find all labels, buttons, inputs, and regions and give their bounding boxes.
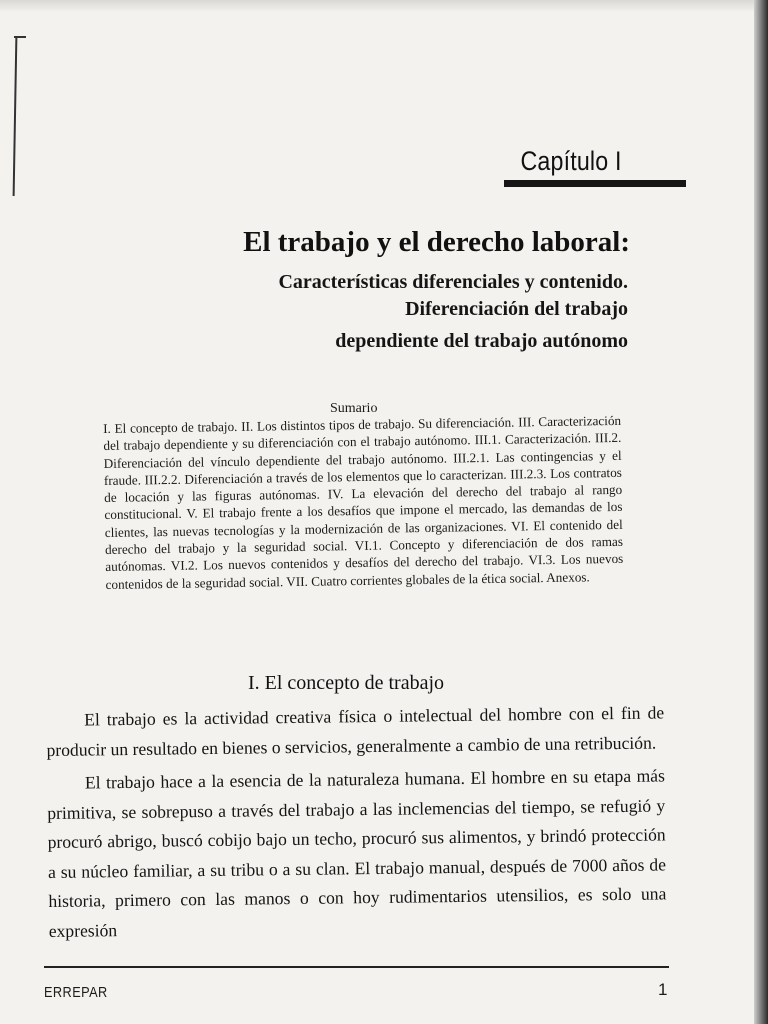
chapter-subtitle-line-3: dependiente del trabajo autónomo (335, 330, 628, 352)
footer-publisher: ERREPAR (44, 984, 108, 1001)
body-paragraph-2: El trabajo hace a la esencia de la naturaleza humana. El hombre en su etapa más primitiva, se sobrepuso a través del trabajo a las inclemencias del tiempo, se refugió y procuró abrigo, buscó cobijo bajo un techo, procuró sus alimentos, y brindó protección a su núcleo familiar, a su tribu o a su clan. El trabajo manual, después de 7000 años de historia, primero con las manos o con hoy rudimentarios utensilios, es solo una expresión (47, 765, 667, 941)
summary-text: I. El concepto de trabajo. II. Los distintos tipos de trabajo. Su diferenciación. III. Caracterización del trabajo dependiente y su diferenciación con el trabajo autónomo. III.1. Caracterización. III.2. Diferenciación del vínculo dependiente del trabajo autónomo. III.2.1. Las contingencias y el fraude. III.2.2. Diferenciación a través de los elementos que lo caracterizan. III.2.3. Los contratos de locación y las figuras autónomas. IV. La elevación del derecho del trabajo al rango constitucional. V. El trabajo frente a los desafíos que impone el mercado, las demandas de los clientes, las nuevas tecnologías y la modernización de las organizaciones. VI. El contenido del derecho del trabajo y la seguridad social. VI.1. Concepto y diferenciación de dos ramas autónomas. VI.2. Los nuevos contenidos y desafíos del derecho del trabajo. VI.3. Los nuevos contenidos de la seguridad social. VII. Cuatro corrientes globales de la ética social. Anexos. (103, 412, 624, 592)
summary-heading: Sumario (330, 401, 378, 416)
chapter-title: El trabajo y el derecho laboral: (243, 226, 630, 258)
chapter-subtitle-line-1: Características diferenciales y contenido. (278, 271, 628, 293)
chapter-label: Capítulo I (520, 146, 622, 176)
scan-right-edge (754, 0, 768, 1024)
margin-tick (14, 36, 26, 38)
section-heading: I. El concepto de trabajo (248, 672, 445, 694)
footer-rule (44, 966, 669, 968)
body-paragraph-1: El trabajo es la actividad creativa física o intelectual del hombre con el fin de producir un resultado en bienes o servicios, generalmente a cambio de una retribución. (46, 702, 665, 760)
section-body (46, 698, 667, 946)
chapter-subtitle-line-2: Diferenciación del trabajo (405, 298, 628, 320)
chapter-underline-bar (504, 180, 686, 187)
footer-page-number: 1 (658, 980, 668, 999)
scan-top-shadow (0, 0, 768, 12)
margin-rule (13, 36, 18, 196)
